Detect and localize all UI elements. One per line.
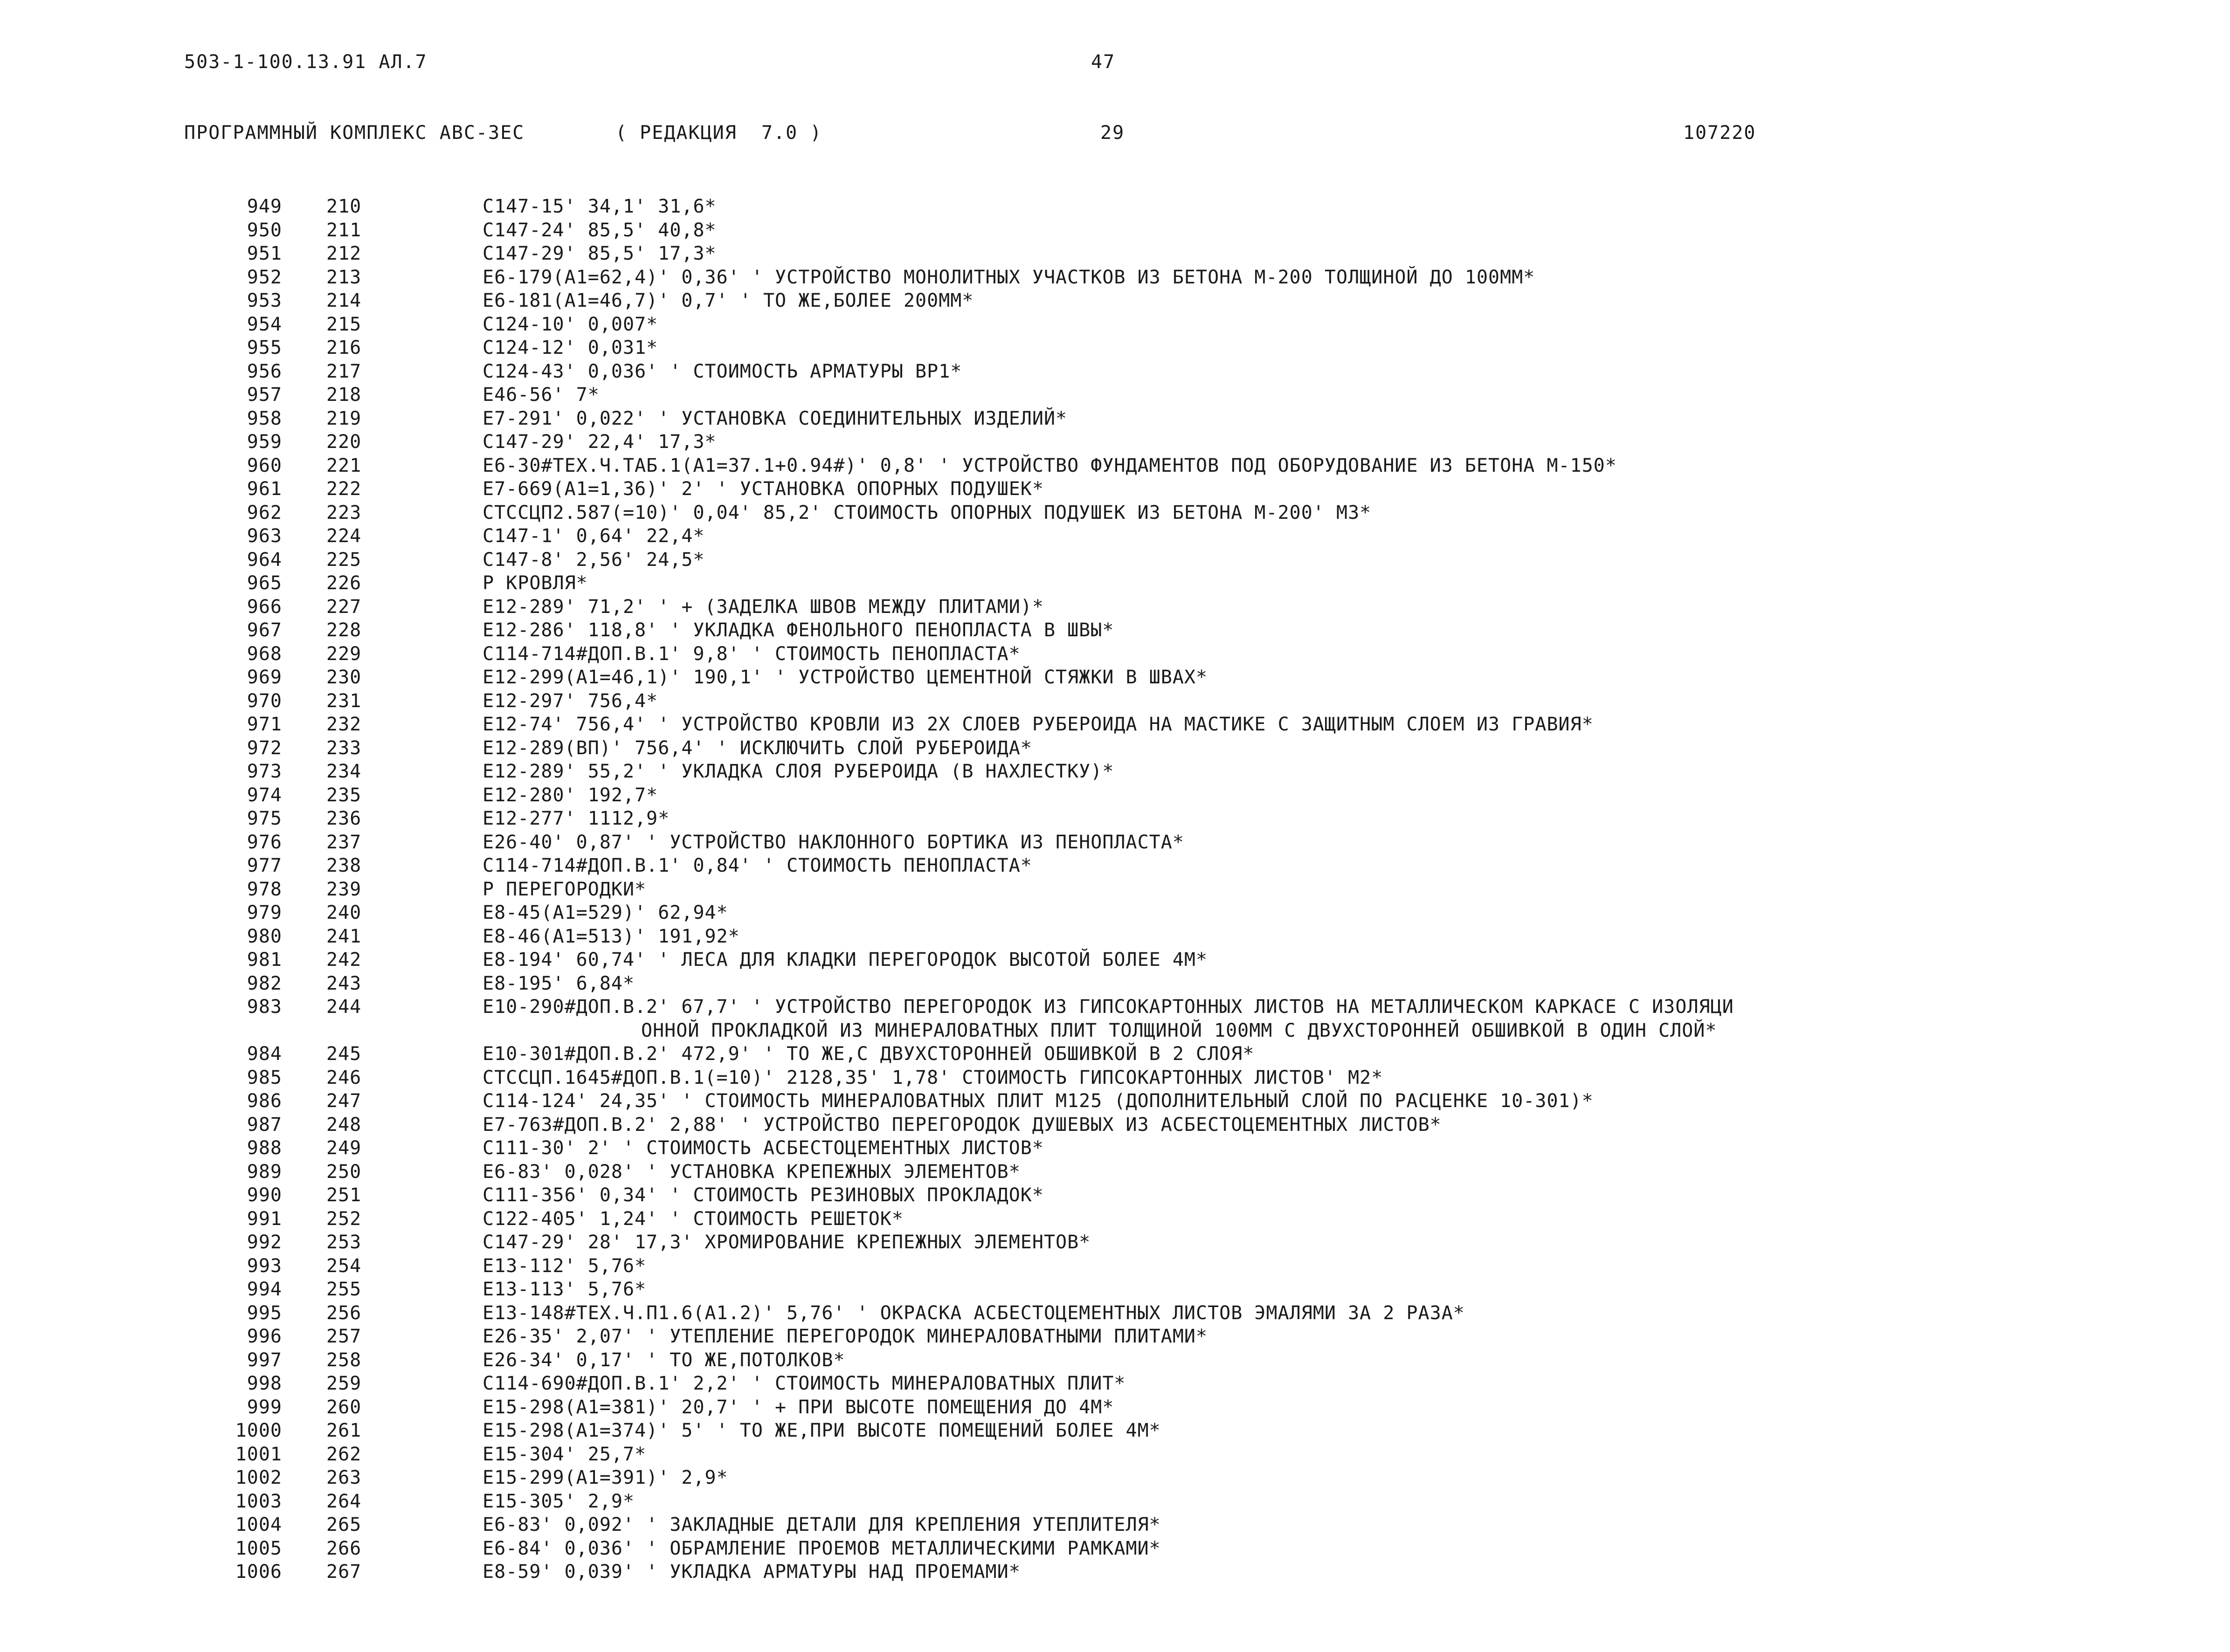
record-text — [483, 1231, 2208, 1254]
record-number: 238 — [326, 855, 362, 876]
record-number: 255 — [326, 1279, 362, 1300]
record-text-line: C122-405' 1,24' ' СТОИМОСТЬ РЕШЕТОК* — [483, 1208, 904, 1230]
record-number: 232 — [326, 714, 362, 735]
record-text-line: E6-84' 0,036' ' ОБРАМЛЕНИЕ ПРОЕМОВ МЕТАЛЛИЧЕСКИМИ РАМКАМИ* — [483, 1537, 1161, 1559]
record-text-line: E12-299(A1=46,1)' 190,1' ' УСТРОЙСТВО ЦЕМЕНТНОЙ СТЯЖКИ В ШВАХ* — [483, 667, 1208, 688]
record-text-line: C111-356' 0,34' ' СТОИМОСТЬ РЕЗИНОВЫХ ПРОКЛАДОК* — [483, 1184, 1044, 1206]
record-text — [483, 1560, 2208, 1584]
listing-row — [0, 289, 2230, 313]
listing-row — [0, 219, 2230, 242]
line-number: 988 — [247, 1137, 282, 1159]
line-number: 993 — [247, 1255, 282, 1277]
record-text — [483, 972, 2208, 996]
record-number: 260 — [326, 1396, 362, 1418]
line-number: 1003 — [235, 1490, 282, 1512]
record-text — [483, 242, 2208, 266]
record-text-line: E12-74' 756,4' ' УСТРОЙСТВО КРОВЛИ ИЗ 2Х СЛОЕВ РУБЕРОИДА НА МАСТИКЕ С ЗАЩИТНЫМ СЛОЕМ ИЗ ГРАВИЯ* — [483, 714, 1594, 735]
line-number: 960 — [247, 454, 282, 476]
record-text — [483, 501, 2208, 525]
line-number: 975 — [247, 808, 282, 829]
listing-row — [0, 383, 2230, 407]
record-number: 211 — [326, 219, 362, 241]
listing-row — [0, 548, 2230, 572]
listing-row — [0, 737, 2230, 760]
record-text-line: C114-714#ДОП.В.1' 0,84' ' СТОИМОСТЬ ПЕНОПЛАСТА* — [483, 855, 1032, 876]
listing-row — [0, 313, 2230, 337]
record-text — [483, 831, 2208, 854]
line-number: 965 — [247, 572, 282, 594]
line-number: 989 — [247, 1161, 282, 1183]
line-number: 996 — [247, 1326, 282, 1347]
listing-row — [0, 878, 2230, 902]
record-number: 267 — [326, 1561, 362, 1583]
record-number: 221 — [326, 454, 362, 476]
record-text-line: E6-83' 0,092' ' ЗАКЛАДНЫЕ ДЕТАЛИ ДЛЯ КРЕПЛЕНИЯ УТЕПЛИТЕЛЯ* — [483, 1514, 1161, 1535]
record-number: 230 — [326, 667, 362, 688]
record-number: 214 — [326, 290, 362, 311]
listing-row — [0, 430, 2230, 454]
line-number: 955 — [247, 337, 282, 358]
listing-row — [0, 689, 2230, 713]
record-number: 247 — [326, 1090, 362, 1112]
listing-row — [0, 925, 2230, 949]
record-text-line: E7-291' 0,022' ' УСТАНОВКА СОЕДИНИТЕЛЬНЫХ ИЗДЕЛИЙ* — [483, 407, 1068, 429]
program-title: ПРОГРАММНЫЙ КОМПЛЕКС АВС-3ЕС — [184, 122, 525, 144]
listing-row — [0, 1372, 2230, 1396]
line-number: 971 — [247, 714, 282, 735]
line-number: 987 — [247, 1114, 282, 1136]
record-number: 212 — [326, 243, 362, 264]
listing-row — [0, 1443, 2230, 1466]
record-number: 216 — [326, 337, 362, 358]
record-text-line: C124-43' 0,036' ' СТОИМОСТЬ АРМАТУРЫ ВР1* — [483, 360, 962, 382]
listing-row — [0, 1325, 2230, 1349]
listing-row — [0, 760, 2230, 784]
line-number: 959 — [247, 431, 282, 453]
record-text — [483, 760, 2208, 784]
record-text — [483, 407, 2208, 431]
record-text — [483, 1537, 2208, 1561]
record-text-line: C147-8' 2,56' 24,5* — [483, 549, 705, 571]
record-text-line: E26-40' 0,87' ' УСТРОЙСТВО НАКЛОННОГО БОРТИКА ИЗ ПЕНОПЛАСТА* — [483, 831, 1184, 853]
line-number: 957 — [247, 384, 282, 406]
record-number: 227 — [326, 596, 362, 618]
line-number: 997 — [247, 1349, 282, 1371]
record-text-line: E46-56' 7* — [483, 384, 600, 406]
record-text-line: E6-83' 0,028' ' УСТАНОВКА КРЕПЕЖНЫХ ЭЛЕМЕНТОВ* — [483, 1161, 1021, 1183]
listing-row — [0, 1490, 2230, 1514]
record-number: 225 — [326, 549, 362, 571]
record-text — [483, 619, 2208, 642]
record-number: 240 — [326, 902, 362, 923]
line-number: 1002 — [235, 1467, 282, 1488]
record-number: 245 — [326, 1043, 362, 1065]
line-number: 985 — [247, 1067, 282, 1088]
record-text — [483, 1466, 2208, 1490]
line-number: 981 — [247, 949, 282, 971]
line-number: 995 — [247, 1302, 282, 1324]
listing-row — [0, 1254, 2230, 1278]
record-number: 222 — [326, 478, 362, 500]
listing-row — [0, 619, 2230, 642]
listing-row — [0, 336, 2230, 360]
record-number: 219 — [326, 407, 362, 429]
listing-row — [0, 948, 2230, 972]
listing-row — [0, 1278, 2230, 1301]
record-text — [483, 1349, 2208, 1372]
record-number: 248 — [326, 1114, 362, 1136]
record-text-line: E8-59' 0,039' ' УКЛАДКА АРМАТУРЫ НАД ПРОЕМАМИ* — [483, 1561, 1021, 1583]
record-text-line: E8-46(A1=513)' 191,92* — [483, 925, 740, 947]
listing-row — [0, 1184, 2230, 1207]
record-number: 228 — [326, 620, 362, 641]
line-number: 963 — [247, 525, 282, 547]
record-text-line: E8-195' 6,84* — [483, 972, 635, 994]
document-id: 107220 — [1683, 122, 1756, 144]
line-number: 992 — [247, 1232, 282, 1253]
listing-row — [0, 1042, 2230, 1066]
record-number: 237 — [326, 831, 362, 853]
record-number: 251 — [326, 1184, 362, 1206]
record-text-line: C124-12' 0,031* — [483, 337, 658, 358]
record-number: 264 — [326, 1490, 362, 1512]
record-text — [483, 1184, 2208, 1207]
listing-row — [0, 784, 2230, 807]
record-text-line: C147-15' 34,1' 31,6* — [483, 196, 717, 217]
page-number: 47 — [1091, 51, 1116, 73]
record-number: 258 — [326, 1349, 362, 1371]
line-number: 956 — [247, 360, 282, 382]
record-text — [483, 1513, 2208, 1537]
record-text — [483, 878, 2208, 902]
record-text-line: E7-763#ДОП.В.2' 2,88' ' УСТРОЙСТВО ПЕРЕГОРОДОК ДУШЕВЫХ ИЗ АСБЕСТОЦЕМЕНТНЫХ ЛИСТОВ* — [483, 1114, 1442, 1136]
line-number: 969 — [247, 667, 282, 688]
record-number: 249 — [326, 1137, 362, 1159]
record-number: 263 — [326, 1467, 362, 1488]
record-text — [483, 784, 2208, 807]
line-number: 961 — [247, 478, 282, 500]
line-number: 1004 — [235, 1514, 282, 1535]
record-text-line: E15-298(A1=374)' 5' ' ТО ЖЕ,ПРИ ВЫСОТЕ ПОМЕЩЕНИЙ БОЛЕЕ 4М* — [483, 1420, 1161, 1441]
record-number: 217 — [326, 360, 362, 382]
listing-row — [0, 1560, 2230, 1584]
record-text — [483, 1066, 2208, 1090]
record-number: 226 — [326, 572, 362, 594]
record-text-line: E12-289' 55,2' ' УКЛАДКА СЛОЯ РУБЕРОИДА (В НАХЛЕСТКУ)* — [483, 761, 1114, 782]
record-text-line: E12-289(ВП)' 756,4' ' ИСКЛЮЧИТЬ СЛОЙ РУБЕРОИДА* — [483, 737, 1032, 759]
record-text-continuation: ОННОЙ ПРОКЛАДКОЙ ИЗ МИНЕРАЛОВАТНЫХ ПЛИТ ТОЛЩИНОЙ 100ММ С ДВУХСТОРОННЕЙ ОБШИВКОЙ В ОДИН СЛОЙ* — [641, 1019, 1717, 1041]
record-text — [483, 1396, 2208, 1419]
line-number: 978 — [247, 878, 282, 900]
listing-row — [0, 807, 2230, 831]
listing-row — [0, 1301, 2230, 1325]
record-number: 254 — [326, 1255, 362, 1277]
record-text-line: C147-24' 85,5' 40,8* — [483, 219, 717, 241]
record-number: 242 — [326, 949, 362, 971]
record-number: 236 — [326, 808, 362, 829]
record-text-line: E12-286' 118,8' ' УКЛАДКА ФЕНОЛЬНОГО ПЕНОПЛАСТА В ШВЫ* — [483, 620, 1114, 641]
line-number: 1001 — [235, 1443, 282, 1465]
record-number: 210 — [326, 196, 362, 217]
listing-row — [0, 1396, 2230, 1419]
record-text-line: C147-29' 28' 17,3' ХРОМИРОВАНИЕ КРЕПЕЖНЫХ ЭЛЕМЕНТОВ* — [483, 1232, 1091, 1253]
line-number: 998 — [247, 1373, 282, 1394]
listing-row — [0, 1113, 2230, 1137]
listing-row — [0, 1231, 2230, 1254]
record-number: 233 — [326, 737, 362, 759]
record-text-line: E15-299(A1=391)' 2,9* — [483, 1467, 728, 1488]
record-text-line: E26-35' 2,07' ' УТЕПЛЕНИЕ ПЕРЕГОРОДОК МИНЕРАЛОВАТНЫМИ ПЛИТАМИ* — [483, 1326, 1208, 1347]
record-text-line: E15-304' 25,7* — [483, 1443, 647, 1465]
record-number: 213 — [326, 266, 362, 288]
line-number: 972 — [247, 737, 282, 759]
listing-row — [0, 1537, 2230, 1561]
line-number: 962 — [247, 502, 282, 523]
record-number: 265 — [326, 1514, 362, 1535]
record-text — [483, 313, 2208, 337]
estimate-listing — [0, 195, 2230, 1584]
record-text-line: E10-290#ДОП.В.2' 67,7' ' УСТРОЙСТВО ПЕРЕГОРОДОК ИЗ ГИПСОКАРТОННЫХ ЛИСТОВ НА МЕТАЛЛИЧЕСКОМ КАРКАСЕ С ИЗОЛЯЦИ — [483, 996, 1734, 1018]
line-number: 964 — [247, 549, 282, 571]
line-number: 970 — [247, 690, 282, 712]
record-number: 234 — [326, 761, 362, 782]
record-text — [483, 336, 2208, 360]
record-text-line: E15-298(A1=381)' 20,7' ' + ПРИ ВЫСОТЕ ПОМЕЩЕНИЯ ДО 4М* — [483, 1396, 1114, 1418]
record-number: 256 — [326, 1302, 362, 1324]
record-number: 243 — [326, 972, 362, 994]
line-number: 1005 — [235, 1537, 282, 1559]
listing-row — [0, 195, 2230, 219]
record-text — [483, 689, 2208, 713]
listing-row — [0, 595, 2230, 619]
record-number: 239 — [326, 878, 362, 900]
listing-row — [0, 831, 2230, 854]
record-text — [483, 1160, 2208, 1184]
line-number: 949 — [247, 196, 282, 217]
record-text — [483, 854, 2208, 878]
line-number: 976 — [247, 831, 282, 853]
record-text — [483, 1207, 2208, 1231]
record-text-line: C124-10' 0,007* — [483, 313, 658, 335]
listing-row — [0, 901, 2230, 925]
listing-row — [0, 1089, 2230, 1113]
line-number: 958 — [247, 407, 282, 429]
listing-row — [0, 1136, 2230, 1160]
record-text-line: C147-1' 0,64' 22,4* — [483, 525, 705, 547]
record-text — [483, 1089, 2208, 1113]
record-text-line: C147-29' 85,5' 17,3* — [483, 243, 717, 264]
record-text-line: СТССЦП2.587(=10)' 0,04' 85,2' СТОИМОСТЬ ОПОРНЫХ ПОДУШЕК ИЗ БЕТОНА М-200' М3* — [483, 502, 1372, 523]
listing-row — [0, 1466, 2230, 1490]
line-number: 983 — [247, 996, 282, 1018]
line-number: 1000 — [235, 1420, 282, 1441]
record-text — [483, 289, 2208, 313]
line-number: 968 — [247, 643, 282, 665]
listing-row — [0, 713, 2230, 737]
record-text — [483, 925, 2208, 949]
record-text-line: E6-181(A1=46,7)' 0,7' ' ТО ЖЕ,БОЛЕЕ 200ММ* — [483, 290, 974, 311]
record-number: 229 — [326, 643, 362, 665]
record-text — [483, 642, 2208, 666]
record-text-line: C147-29' 22,4' 17,3* — [483, 431, 717, 453]
record-text-line: E6-179(A1=62,4)' 0,36' ' УСТРОЙСТВО МОНОЛИТНЫХ УЧАСТКОВ ИЗ БЕТОНА М-200 ТОЛЩИНОЙ ДО 100ММ* — [483, 266, 1535, 288]
record-number: 220 — [326, 431, 362, 453]
record-text — [483, 195, 2208, 219]
record-number: 244 — [326, 996, 362, 1018]
listing-row — [0, 571, 2230, 595]
record-number: 259 — [326, 1373, 362, 1394]
line-number: 953 — [247, 290, 282, 311]
listing-row — [0, 666, 2230, 689]
line-number: 974 — [247, 784, 282, 806]
listing-row — [0, 360, 2230, 384]
record-text-line: E6-30#ТЕХ.Ч.ТАБ.1(A1=37.1+0.94#)' 0,8' ' УСТРОЙСТВО ФУНДАМЕНТОВ ПОД ОБОРУДОВАНИЕ ИЗ БЕТОНА М-150* — [483, 454, 1617, 476]
listing-row — [0, 501, 2230, 525]
record-text — [483, 1254, 2208, 1278]
record-number: 223 — [326, 502, 362, 523]
record-text-line: E13-112' 5,76* — [483, 1255, 647, 1277]
record-text — [483, 454, 2208, 478]
listing-row — [0, 642, 2230, 666]
record-text-line: E13-113' 5,76* — [483, 1279, 647, 1300]
line-number: 982 — [247, 972, 282, 994]
record-text — [483, 1325, 2208, 1349]
record-number: 253 — [326, 1232, 362, 1253]
record-text — [483, 901, 2208, 925]
record-text — [483, 571, 2208, 595]
record-text — [483, 1301, 2208, 1325]
line-number: 952 — [247, 266, 282, 288]
line-number: 984 — [247, 1043, 282, 1065]
record-text — [483, 1372, 2208, 1396]
listing-row — [0, 524, 2230, 548]
listing-row — [0, 1066, 2230, 1090]
listing-row — [0, 242, 2230, 266]
record-text-line: E26-34' 0,17' ' ТО ЖЕ,ПОТОЛКОВ* — [483, 1349, 845, 1371]
record-number: 246 — [326, 1067, 362, 1088]
record-text — [483, 1490, 2208, 1514]
record-text — [483, 1113, 2208, 1137]
record-number: 231 — [326, 690, 362, 712]
record-text-line: E8-194' 60,74' ' ЛЕСА ДЛЯ КЛАДКИ ПЕРЕГОРОДОК ВЫСОТОЙ БОЛЕЕ 4М* — [483, 949, 1208, 971]
record-text — [483, 713, 2208, 737]
listing-row — [0, 477, 2230, 501]
listing-row — [0, 995, 2230, 1042]
record-number: 262 — [326, 1443, 362, 1465]
record-number: 218 — [326, 384, 362, 406]
record-number: 241 — [326, 925, 362, 947]
listing-row — [0, 1160, 2230, 1184]
record-text — [483, 430, 2208, 454]
line-number: 980 — [247, 925, 282, 947]
record-text — [483, 524, 2208, 548]
record-number: 252 — [326, 1208, 362, 1230]
line-number: 966 — [247, 596, 282, 618]
record-number: 257 — [326, 1326, 362, 1347]
listing-row — [0, 266, 2230, 289]
listing-row — [0, 972, 2230, 996]
record-text-line: E7-669(A1=1,36)' 2' ' УСТАНОВКА ОПОРНЫХ ПОДУШЕК* — [483, 478, 1044, 500]
line-number: 991 — [247, 1208, 282, 1230]
record-text-line: Р КРОВЛЯ* — [483, 572, 588, 594]
listing-row — [0, 1513, 2230, 1537]
record-number: 215 — [326, 313, 362, 335]
record-text-line: C114-124' 24,35' ' СТОИМОСТЬ МИНЕРАЛОВАТНЫХ ПЛИТ М125 (ДОПОЛНИТЕЛЬНЫЙ СЛОЙ ПО РАСЦЕНКЕ 10-301)* — [483, 1090, 1594, 1112]
record-text-line: Р ПЕРЕГОРОДКИ* — [483, 878, 647, 900]
record-text — [483, 666, 2208, 689]
line-number: 994 — [247, 1279, 282, 1300]
line-number: 986 — [247, 1090, 282, 1112]
record-text — [483, 737, 2208, 760]
line-number: 967 — [247, 620, 282, 641]
record-text-line: E12-277' 1112,9* — [483, 808, 670, 829]
record-text-line: C111-30' 2' ' СТОИМОСТЬ АСБЕСТОЦЕМЕНТНЫХ ЛИСТОВ* — [483, 1137, 1044, 1159]
record-text — [483, 383, 2208, 407]
record-number: 250 — [326, 1161, 362, 1183]
record-text — [483, 1419, 2208, 1443]
program-edition: ( РЕДАКЦИЯ 7.0 ) — [615, 122, 822, 144]
record-number: 235 — [326, 784, 362, 806]
record-text — [483, 948, 2208, 972]
record-text — [483, 548, 2208, 572]
record-text — [483, 595, 2208, 619]
line-number: 990 — [247, 1184, 282, 1206]
record-text-line: СТССЦП.1645#ДОП.В.1(=10)' 2128,35' 1,78' СТОИМОСТЬ ГИПСОКАРТОННЫХ ЛИСТОВ' М2* — [483, 1067, 1383, 1088]
record-text — [483, 1443, 2208, 1466]
line-number: 954 — [247, 313, 282, 335]
record-text-line: E10-301#ДОП.В.2' 472,9' ' ТО ЖЕ,С ДВУХСТОРОННЕЙ ОБШИВКОЙ В 2 СЛОЯ* — [483, 1043, 1255, 1065]
line-number: 977 — [247, 855, 282, 876]
record-text-line: C114-690#ДОП.В.1' 2,2' ' СТОИМОСТЬ МИНЕРАЛОВАТНЫХ ПЛИТ* — [483, 1373, 1126, 1394]
record-text-line: E8-45(A1=529)' 62,94* — [483, 902, 728, 923]
record-text — [483, 219, 2208, 242]
line-number: 951 — [247, 243, 282, 264]
line-number: 973 — [247, 761, 282, 782]
record-text — [483, 807, 2208, 831]
record-number: 261 — [326, 1420, 362, 1441]
listing-row — [0, 454, 2230, 478]
record-text-line: E12-280' 192,7* — [483, 784, 658, 806]
list-number: 29 — [1100, 122, 1125, 144]
listing-row — [0, 1419, 2230, 1443]
record-text-line: E13-148#ТЕХ.Ч.П1.6(A1.2)' 5,76' ' ОКРАСКА АСБЕСТОЦЕМЕНТНЫХ ЛИСТОВ ЭМАЛЯМИ ЗА 2 РАЗА* — [483, 1302, 1465, 1324]
record-text — [483, 1278, 2208, 1301]
listing-row — [0, 854, 2230, 878]
listing-row — [0, 1207, 2230, 1231]
line-number: 999 — [247, 1396, 282, 1418]
record-text-line: E12-289' 71,2' ' + (ЗАДЕЛКА ШВОВ МЕЖДУ ПЛИТАМИ)* — [483, 596, 1044, 618]
record-text — [483, 266, 2208, 289]
listing-row — [0, 407, 2230, 431]
line-number: 950 — [247, 219, 282, 241]
record-text — [483, 477, 2208, 501]
document-code: 503-1-100.13.91 АЛ.7 — [184, 51, 428, 73]
record-text-line: C114-714#ДОП.В.1' 9,8' ' СТОИМОСТЬ ПЕНОПЛАСТА* — [483, 643, 1021, 665]
record-number: 224 — [326, 525, 362, 547]
line-number: 979 — [247, 902, 282, 923]
record-text — [483, 1042, 2208, 1066]
record-text — [483, 995, 2208, 1042]
listing-row — [0, 1349, 2230, 1372]
record-text — [483, 360, 2208, 384]
record-text — [483, 1136, 2208, 1160]
line-number: 1006 — [235, 1561, 282, 1583]
record-number: 266 — [326, 1537, 362, 1559]
record-text-line: E15-305' 2,9* — [483, 1490, 635, 1512]
record-text-line: E12-297' 756,4* — [483, 690, 658, 712]
